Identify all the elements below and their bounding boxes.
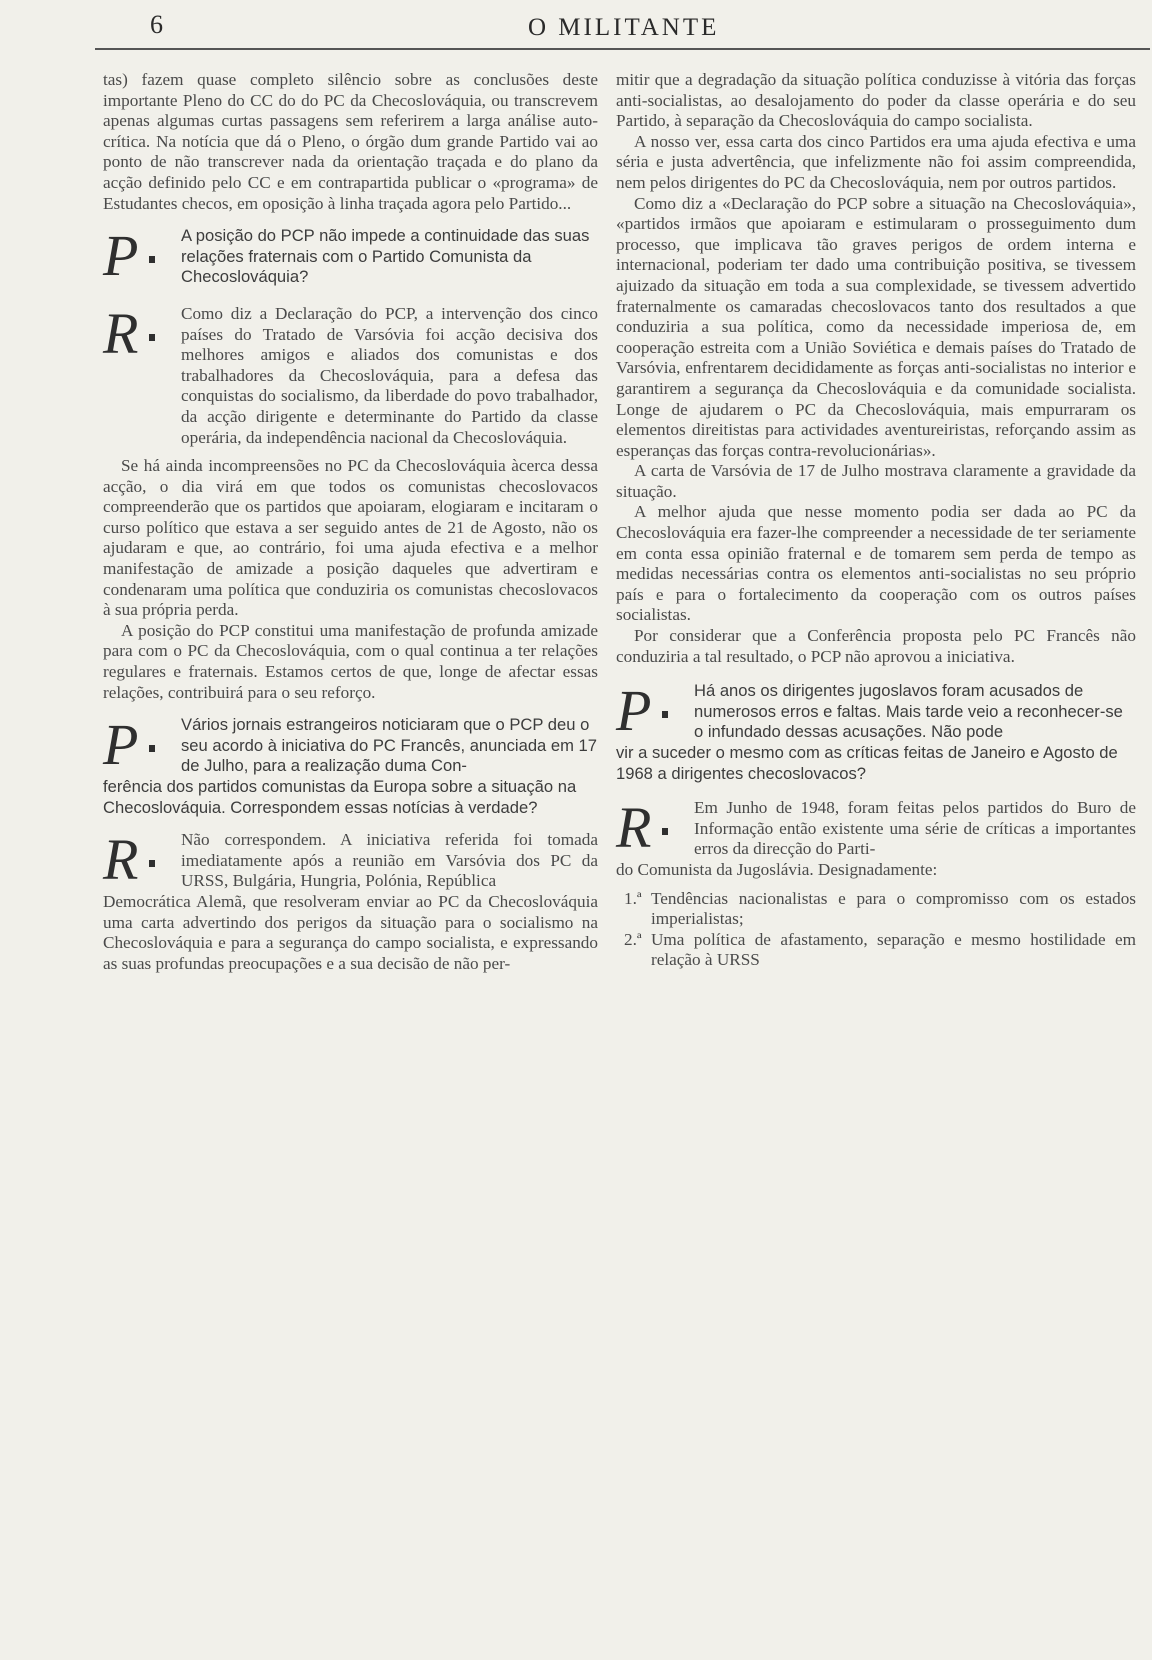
answer-text-continued: Democrática Alemã, que resolveram enviar ao PC da Checoslováquia uma carta advertindo dos perigos da situação para o socialismo na Checoslováquia e para a segurança do campo socialista, e expressando as suas profundas preocupações e a sua decisão de não per- (103, 891, 598, 973)
question-drop-letter: P (103, 223, 139, 289)
answer-paragraph: A posição do PCP constitui uma manifestação de profunda amizade para com o PC da Checoslováquia, com o qual continua a ter relações regulares e fraternais. Estamos certos de que, longe de afectar essas relações, contribuirá para o seu reforço. (103, 620, 598, 702)
list-item-text: Uma política de afastamento, separação e mesmo hostilidade em relação à URSS (651, 929, 1136, 970)
answer-paragraph: Se há ainda incompreensões no PC da Checoslováquia àcerca dessa acção, o dia virá em que todos os comunistas checoslovacos compreenderão que os partidos que apoiaram, elogiaram e incitaram o curso político que estava a ser seguido antes de 21 de Agosto, não os ajudaram e que, ao contrário, foi uma ajuda efectiva e a melhor manifestação de amizade a posição daqueles que advertiram e condenaram uma política que conduziria os comunistas checoslovacos à sua própria perda. (103, 456, 598, 620)
answer-text: Em Junho de 1948, foram feitas pelos partidos do Buro de Informação então existente uma série de críticas a importantes erros da direcção do Parti- (694, 798, 1136, 859)
answer-3 (616, 795, 1136, 880)
page-number: 6 (150, 10, 163, 39)
question-text: A posição do PCP não impede a continuidade das suas relações fraternais com o Partido Comunista da Checoslováquia? (181, 226, 590, 287)
answer-1 (103, 300, 598, 448)
answer-text-continued: do Comunista da Jugoslávia. Designadamente: (616, 859, 938, 879)
right-column (616, 70, 1136, 971)
question-drop-letter: P (616, 678, 652, 744)
body-paragraph: A carta de Varsóvia de 17 de Julho mostrava claramente a gravidade da situação. (616, 461, 1136, 501)
list-item-text: Tendências nacionalistas e para o compromisso com os estados imperialistas; (651, 888, 1136, 929)
question-3 (616, 678, 1136, 784)
bullet-mark (149, 860, 155, 867)
question-text: Vários jornais estrangeiros noticiaram que o PCP deu o seu acordo à iniciativa do PC Francês, anunciada em 17 de Julho, para a realização duma Con- (181, 715, 598, 776)
list-item (616, 889, 1136, 930)
answer-drop-letter: R (103, 300, 139, 366)
intro-paragraph: tas) fazem quase completo silêncio sobre as conclusões deste importante Pleno do CC do do PC da Checoslováquia, ou transcrevem apenas algumas curtas passagens sem referirem a larga análise auto-crítica. Na notícia que dá o Pleno, o órgão dum grande Partido vai ao ponto de não transcrever nada da orientação traçada e do plano da acção definido pelo CC e em contrapartida publicar o «programa» de Estudantes checos, em oposição à linha traçada agora pelo Partido... (103, 70, 598, 213)
left-column (103, 70, 598, 982)
question-text-continued: ferência dos partidos comunistas da Europa sobre a situação na Checoslováquia. Correspondem essas notícias à verdade? (103, 777, 577, 817)
answer-text: Não correspondem. A iniciativa referida foi tomada imediatamente após a reunião em Varsóvia dos PC da URSS, Bulgária, Hungria, Polónia, República (181, 830, 598, 891)
question-1 (103, 223, 598, 289)
answer-drop-letter: R (616, 795, 652, 861)
body-paragraph: Por considerar que a Conferência proposta pelo PC Francês não conduziria a tal resultado, o PCP não aprovou a iniciativa. (616, 626, 1136, 666)
list-item-number: 2.ª (624, 929, 642, 949)
body-paragraph: Como diz a «Declaração do PCP sobre a situação na Checoslováquia», «partidos irmãos que apoiaram e estimularam o prosseguimento dum processo, que implicava tão graves perigos de ordem interna e internacional, poderiam ter dado uma contribuição positiva, se tivessem ajuizado da situação em toda a sua complexidade, se tivessem advertido fraternalmente os camaradas checoslovacos tanto dos resultados a que conduziria a sua política, como da necessidade imperiosa de, em cooperação estreita com a União Soviética e demais países do Tratado de Varsóvia, enfrentarem decididamente as forças anti-socialistas no interior e garantirem a segurança da Checoslováquia e da comunidade socialista. Longe de ajudarem o PC da Checoslováquia, mais empurraram os elementos direitistas para actividades aventureiristas, reforçando assim as esperanças das forças contra-revolucionárias». (616, 193, 1136, 460)
answer-text: Como diz a Declaração do PCP, a intervenção dos cinco países do Tratado de Varsóvia foi acção decisiva dos melhores amigos e aliados dos comunistas e dos trabalhadores da Checoslováquia, para a defesa das conquistas do socialismo, da liberdade do povo trabalhador, da acção dirigente e determinante do Partido da classe operária, da independência nacional da Checoslováquia. (181, 303, 598, 447)
body-paragraph: A nosso ver, essa carta dos cinco Partidos era uma ajuda efectiva e uma séria e justa advertência, que infelizmente não foi assim compreendida, nem pelos dirigentes do PC da Checoslováquia, nem por outros partidos. (616, 131, 1136, 192)
question-text: Há anos os dirigentes jugoslavos foram acusados de numerosos erros e faltas. Mais tarde veio a reconhecer-se o infundado dessas acusações. Não pode (694, 681, 1123, 742)
list-item-number: 1.ª (624, 888, 642, 908)
publication-title: O MILITANTE (528, 14, 720, 41)
list-item (616, 930, 1136, 971)
question-text-continued: vir a suceder o mesmo com as críticas feitas de Janeiro e Agosto de 1968 a dirigentes checoslovacos? (616, 743, 1118, 783)
bullet-mark (149, 334, 155, 341)
answer-2 (103, 827, 598, 974)
question-2 (103, 712, 598, 818)
question-drop-letter: P (103, 712, 139, 778)
bullet-mark (662, 828, 668, 835)
body-paragraph: A melhor ajuda que nesse momento podia ser dada ao PC da Checoslováquia era fazer-lhe compreender a necessidade de ter seriamente em conta essa opinião fraternal e de tomarem sem perda de tempo as medidas necessárias contra os elementos anti-socialistas no seu próprio país e para o fortalecimento da cooperação com os outros países socialistas. (616, 502, 1136, 625)
bullet-mark (149, 256, 155, 263)
bullet-mark (149, 745, 155, 752)
bullet-mark (662, 711, 668, 718)
page-header (90, 8, 1152, 46)
answer-drop-letter: R (103, 827, 139, 893)
header-rule (95, 48, 1150, 50)
body-paragraph: mitir que a degradação da situação política conduzisse à vitória das forças anti-socialistas, ao desalojamento do poder da classe operária e do seu Partido, à separação da Checoslováquia do campo socialista. (616, 70, 1136, 131)
